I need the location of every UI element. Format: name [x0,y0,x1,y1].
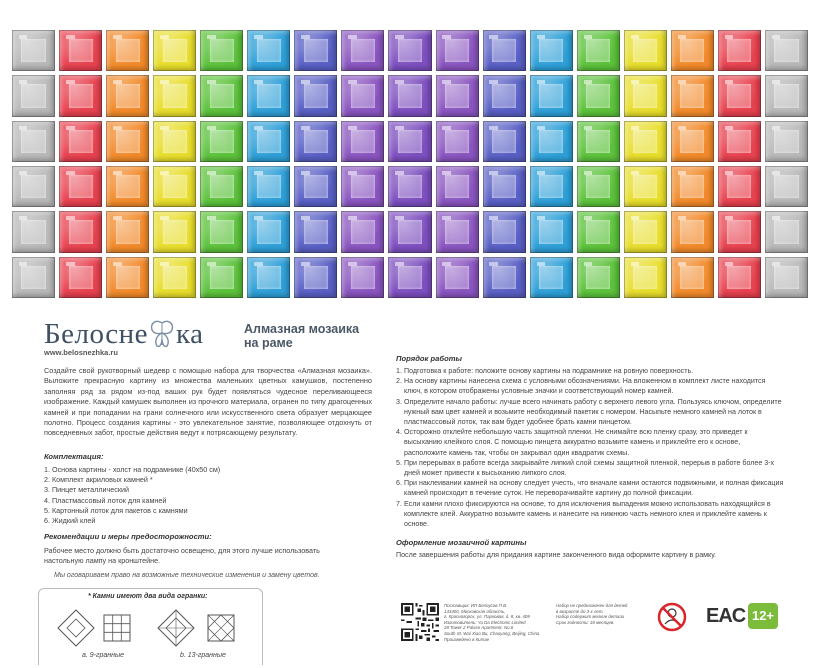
butterfly-icon [148,319,176,349]
gem-orange [104,73,151,118]
gem-violet [339,209,386,254]
gem-yellow [622,28,669,73]
gem-orange [669,255,716,300]
gem-green [575,28,622,73]
gem-silver [10,28,57,73]
step-item: 7. Если камни плохо фиксируются на основе, то для исключения выпадения можно использовать находящийся в комплекте клей. Аккуратно возьмите камень и нанесите на нижнюю часть немного клея и приклейте камень к основе. [396,499,771,529]
gem-yellow [622,255,669,300]
gem-indigo [481,28,528,73]
gem-red [716,255,763,300]
kit-item: 5. Картонный лоток для пакетов с камнями [44,505,188,515]
gem-blue [245,73,292,118]
gem-green [575,255,622,300]
gem-silver [10,73,57,118]
gem-silver [10,255,57,300]
gem-red [57,73,104,118]
gem-red [57,28,104,73]
steps-title: Порядок работы [396,354,462,363]
gem-violet [339,164,386,209]
gem-violet [386,255,433,300]
final-title: Оформление мозаичной картины [396,538,527,547]
gem-silver [763,119,810,164]
gem-yellow [151,73,198,118]
gem-indigo [292,255,339,300]
gem-types-title: * Камни имеют два вида огранки: [88,593,208,600]
gem-orange [669,73,716,118]
gem-silver [763,255,810,300]
gem-red [57,119,104,164]
gem-green [575,164,622,209]
step-item: 4. Осторожно отклейте небольшую часть защитной пленки. Не снимайте всю пленку сразу, это приведет к высыханию клейкого слоя. С помощью пинцета аккуратно возьмите камень и приклейте его к основе, расположите камень так, чтобы он закрывал один квадратик схемы. [396,428,748,457]
age-rating-badge: 12+ [748,603,778,629]
gem-blue [528,28,575,73]
step-item: 1. Подготовка к работе: положите основу картины на подрамнике на ровную поверхность. [396,367,694,375]
gem-blue [245,119,292,164]
gem-violet [339,73,386,118]
gem-9-facet-diagram [54,606,134,650]
gem-blue [528,164,575,209]
gem-violet [386,119,433,164]
gem-silver [10,164,57,209]
gem-indigo [481,119,528,164]
site-url: www.belosnezhka.ru [44,348,118,357]
gem-green [198,73,245,118]
gem-violet [386,209,433,254]
gem-green [575,209,622,254]
brand-logo: Белосне ка [44,318,204,350]
gem-violet [339,28,386,73]
gem-green [575,119,622,164]
gem-type-b-label: b. 13-гранные [180,652,226,659]
gem-violet [386,164,433,209]
gem-indigo [292,28,339,73]
gem-green [198,28,245,73]
gem-red [716,73,763,118]
kit-item: 6. Жидкий клей [44,516,96,526]
gem-red [57,164,104,209]
qr-code [401,603,439,641]
gem-orange [669,119,716,164]
gem-violet [386,28,433,73]
gem-blue [528,255,575,300]
final-text: После завершения работы для придания картине законченного вида оформите картину в рамку. [396,551,717,559]
gem-yellow [622,209,669,254]
gem-green [198,209,245,254]
gem-red [716,164,763,209]
reserve-note: Мы оговариваем право на возможные технические изменения и замену цветов. [54,572,320,579]
kit-item: 3. Пинцет металлический [44,485,130,495]
gem-orange [669,28,716,73]
gem-green [198,119,245,164]
gem-13-facet-diagram [154,606,244,650]
gem-mosaic-banner [10,28,810,300]
gem-orange [104,28,151,73]
gem-violet [434,119,481,164]
gem-yellow [151,209,198,254]
age-warning: Набор не предназначен для детей в возрасте до 3-х лет. Набор содержит мелкие детали Срок годности: 18 месяцев. [556,603,628,625]
eac-mark: EAC [706,605,746,627]
kit-item: 4. Пластмассовый лоток для камней [44,495,167,505]
intro-text: Создайте свой рукотворный шедевр с помощью набора для творчества «Алмазная мозаика». Выложите прекрасную картину из множества маленьких цветных камушков, постепенно заполняя ряд за рядом из-под ваших рук будет появляться чудесное переливающееся изображение. Каждый камушек выполнен из прочного материала, огранен по типу драгоценных камней и при попадании на грани солнечного или искусственного света образует мерцающее полотно. Процесс создания картины - это увлекательное занятие, позволяющее отдохнуть от повседневных забот, простые действия ведут к потрясающему результату. [44,366,372,438]
gem-violet [434,255,481,300]
gem-silver [763,73,810,118]
gem-red [716,28,763,73]
steps-list [396,366,784,529]
gem-violet [339,255,386,300]
manufacturer-info: Поставщик: ИП Белоусов П.В. 143400, Московская область, г. Красногорск, ул. Парковая, д. 8, кв. 409 Изготовитель: Yu Da Electronic Limited 28 Tower 2 Palace Apartment, No.6 South St. Wai Xiao Bu, Chaoyang, Beijing, China Произведено в Китае [444,603,540,642]
gem-orange [669,209,716,254]
recommendations-title: Рекомендации и меры предосторожности: [44,532,212,541]
gem-yellow [151,255,198,300]
gem-yellow [622,164,669,209]
gem-green [198,255,245,300]
gem-red [57,209,104,254]
gem-type-a-label: a. 9-гранные [82,652,124,659]
gem-yellow [151,164,198,209]
gem-red [716,119,763,164]
step-item: 3. Определите начало работы: лучше всего начинать работу с верхнего левого угла. Пользуясь ключом, определите нужный вам цвет камней и возьмите необходимый пакетик с номером. Насыпьте немного камней на лоток в пластмассовый лоток, так вам будет удобнее брать камни пинцетом. [396,397,782,427]
gem-orange [104,119,151,164]
kit-item: 2. Комплект акриловых камней * [44,475,153,485]
gem-indigo [481,255,528,300]
gem-yellow [622,119,669,164]
gem-blue [528,209,575,254]
gem-red [57,255,104,300]
gem-silver [10,119,57,164]
gem-blue [528,119,575,164]
gem-orange [104,255,151,300]
step-item: 6. При наклеивании камней на основу следует учесть, что вначале камни остаются подвижными, и полная фиксация камней происходит в течение суток. Не переворачивайте картину до полной фиксации. [396,479,784,498]
gem-violet [434,28,481,73]
gem-indigo [481,73,528,118]
step-item: 5. При перерывах в работе всегда закрывайте липкий слой схемы защитной пленкой, перерыв в работе более 3-х дней может привести к высыханию липкого слоя. [396,458,775,478]
gem-silver [10,209,57,254]
gem-red [716,209,763,254]
gem-indigo [292,164,339,209]
gem-yellow [622,73,669,118]
gem-blue [245,209,292,254]
gem-orange [669,164,716,209]
gem-indigo [481,209,528,254]
gem-blue [245,164,292,209]
gem-indigo [292,119,339,164]
gem-indigo [292,209,339,254]
gem-green [575,73,622,118]
not-for-under-3-icon [657,602,687,632]
gem-indigo [481,164,528,209]
gem-violet [434,164,481,209]
gem-yellow [151,28,198,73]
gem-orange [104,164,151,209]
recommendations-text: Рабочее место должно быть достаточно освещено, для этого лучше использовать настольную лампу на кронштейне. [44,546,320,566]
kit-title: Комплектация: [44,452,104,461]
kit-item: 1. Основа картины - холст на подрамнике (40х50 см) [44,465,221,474]
gem-orange [104,209,151,254]
gem-yellow [151,119,198,164]
gem-silver [763,164,810,209]
kit-list [44,465,374,526]
gem-violet [386,73,433,118]
gem-silver [763,209,810,254]
gem-silver [763,28,810,73]
product-tagline: Алмазная мозаика на раме [244,322,360,350]
gem-violet [434,73,481,118]
gem-blue [245,255,292,300]
gem-violet [434,209,481,254]
step-item: 2. На основу картины нанесена схема с условными обозначениями. На вложенном в комплект листе находится ключ, в котором отображены условные значки и соответствующий номер камней. [396,377,766,396]
gem-violet [339,119,386,164]
gem-indigo [292,73,339,118]
gem-blue [245,28,292,73]
gem-blue [528,73,575,118]
gem-green [198,164,245,209]
